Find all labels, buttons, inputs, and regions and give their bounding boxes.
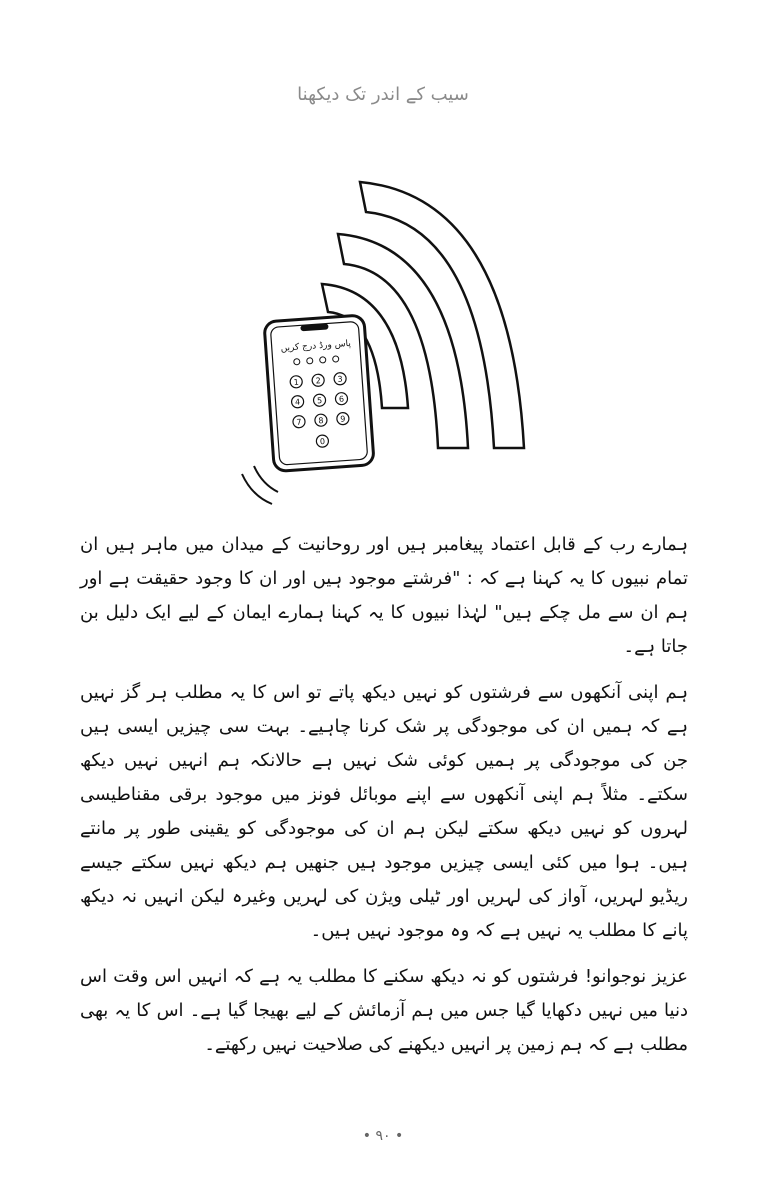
key-0: 0	[319, 436, 326, 447]
body-text	[80, 528, 688, 1074]
key-2: 2	[315, 376, 322, 386]
phone-wifi-illustration	[232, 148, 532, 508]
paragraph-3: عزیز نوجوانو! فرشتوں کو نہ دیکھ سکنے کا مطلب یہ ہے کہ انہیں اس وقت اس دنیا میں نہیں دکھایا گیا جس میں ہم آزمائش کے لیے بھیجا گیا ہے۔ اس کا یہ بھی مطلب ہے کہ ہم زمین پر انہیں دیکھنے کی صلاحیت نہیں رکھتے۔	[80, 966, 688, 1055]
paragraph-2: ہم اپنی آنکھوں سے فرشتوں کو نہیں دیکھ پاتے تو اس کا یہ مطلب ہر گز نہیں ہے کہ ہمیں ان کی موجودگی پر شک کرنا چاہیے۔ بہت سی چیزیں ایسی ہیں جن کی موجودگی پر ہمیں کوئی شک نہیں ہے حالانکہ ہم انہیں نہیں دیکھ سکتے۔ مثلاً ہم اپنی آنکھوں سے اپنے موبائل فونز میں موجود برقی مقناطیسی لہروں کو نہیں دیکھ سکتے لیکن ہم ان کی موجودگی کو یقینی طور پر مانتے ہیں۔ ہوا میں کئی ایسی چیزیں موجود ہیں جنھیں ہم دیکھ نہیں سکتے جیسے ریڈیو لہریں، آواز کی لہریں اور ٹیلی ویژن کی لہریں وغیرہ لیکن انہیں نہ دیکھ پانے کا مطلب یہ نہیں ہے کہ وہ موجود نہیں ہیں۔	[80, 682, 688, 941]
paragraph-1: ہمارے رب کے قابل اعتماد پیغامبر ہیں اور روحانیت کے میدان میں ماہر ہیں ان تمام نبیوں کا یہ کہنا ہے کہ : "فرشتے موجود ہیں اور ان کا وجود حقیقت ہے اور ہم ان سے مل چکے ہیں" لہٰذا نبیوں کا یہ کہنا ہمارے ایمان کے لیے ایک دلیل بن جاتا ہے۔	[80, 534, 688, 657]
key-6: 6	[338, 394, 345, 404]
key-7: 7	[296, 417, 302, 427]
phone-icon	[264, 315, 374, 472]
key-3: 3	[337, 374, 343, 384]
key-4: 4	[294, 397, 301, 407]
phone-screen-label: پاس ورڈ درج کریں	[280, 338, 352, 354]
key-8: 8	[318, 416, 324, 426]
running-head: سیب کے اندر تک دیکھنا	[297, 84, 469, 105]
key-5: 5	[316, 396, 323, 406]
key-9: 9	[340, 414, 346, 424]
page-number: • ۹۰ •	[362, 1128, 404, 1144]
key-1: 1	[293, 377, 300, 387]
vibration-lines	[242, 466, 278, 504]
